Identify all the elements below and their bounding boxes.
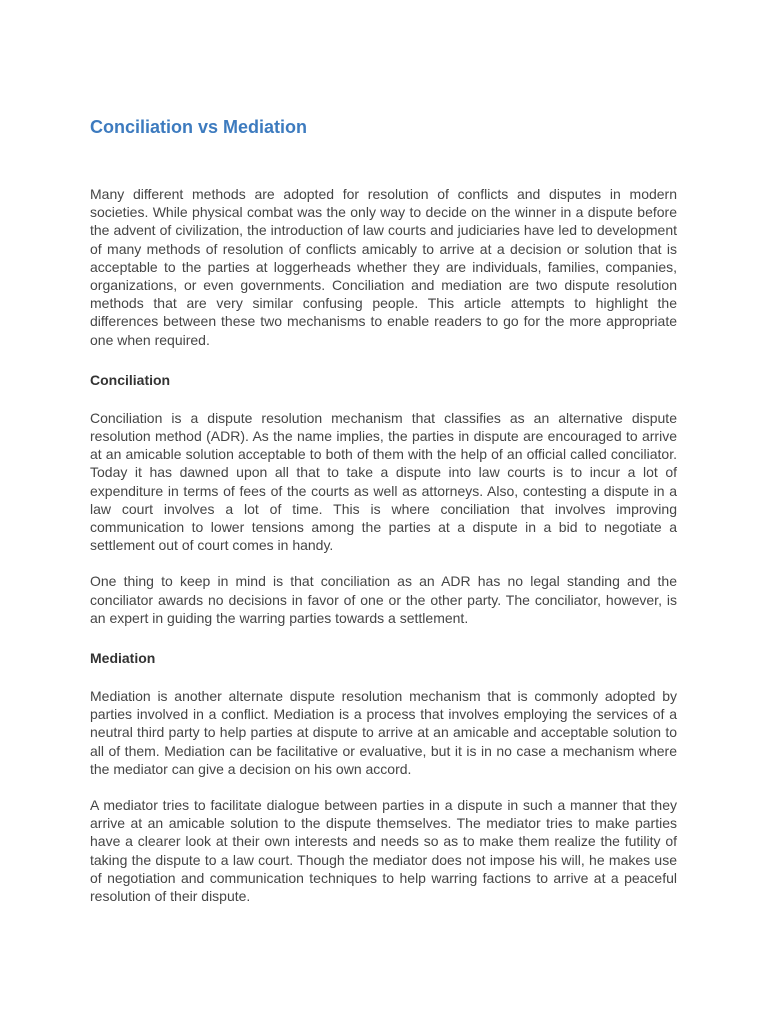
mediation-paragraph-2: A mediator tries to facilitate dialogue between parties in a dispute in such a manner that they arrive at an amicable solution to the dispute themselves. The mediator tries to make parties have a clearer look at their own interests and needs so as to make them realize the futility of taking the dispute to a law court. Though the mediator does not impose his will, he makes use of negotiation and communication techniques to help warring factions to arrive at a peaceful resolution of their dispute. <box>90 797 677 905</box>
section-heading-conciliation: Conciliation <box>90 371 171 388</box>
intro-paragraph: Many different methods are adopted for resolution of conflicts and disputes in modern societies. While physical combat was the only way to decide on the winner in a dispute before the advent of civilization, the introduction of law courts and judiciaries have led to development of many methods of resolution of conflicts amicably to arrive at a decision or solution that is acceptable to the parties at loggerheads whether they are individuals, families, companies, organizations, or even governments. Conciliation and mediation are two dispute resolution methods that are very similar confusing people. This article attempts to highlight the differences between these two mechanisms to enable readers to go for the more appropriate one when required. <box>90 186 677 348</box>
section-heading-mediation: Mediation <box>90 650 156 667</box>
document-page <box>90 116 677 923</box>
mediation-paragraph-1: Mediation is another alternate dispute resolution mechanism that is commonly adopted by parties involved in a conflict. Mediation is a process that involves employing the services of a neutral third party to help parties at dispute to arrive at an amicable and acceptable solution to all of them. Mediation can be facilitative or evaluative, but it is in no case a mechanism where the mediator can give a decision on his own accord. <box>90 688 677 777</box>
conciliation-paragraph-1: Conciliation is a dispute resolution mechanism that classifies as an alternative dispute resolution method (ADR). As the name implies, the parties in dispute are encouraged to arrive at an amicable solution acceptable to both of them with the help of an official called conciliator. Today it has dawned upon all that to take a dispute into law courts is to incur a lot of expenditure in terms of fees of the courts as well as attorneys. Also, contesting a dispute in a law court involves a lot of time. This is where conciliation that involves improving communication to lower tensions among the parties at a dispute in a bid to negotiate a settlement out of court comes in handy. <box>90 409 677 554</box>
page-title: Conciliation vs Mediation <box>90 117 308 137</box>
conciliation-paragraph-2: One thing to keep in mind is that conciliation as an ADR has no legal standing and the conciliator awards no decisions in favor of one or the other party. The conciliator, however, is an expert in guiding the warring parties towards a settlement. <box>90 573 677 626</box>
